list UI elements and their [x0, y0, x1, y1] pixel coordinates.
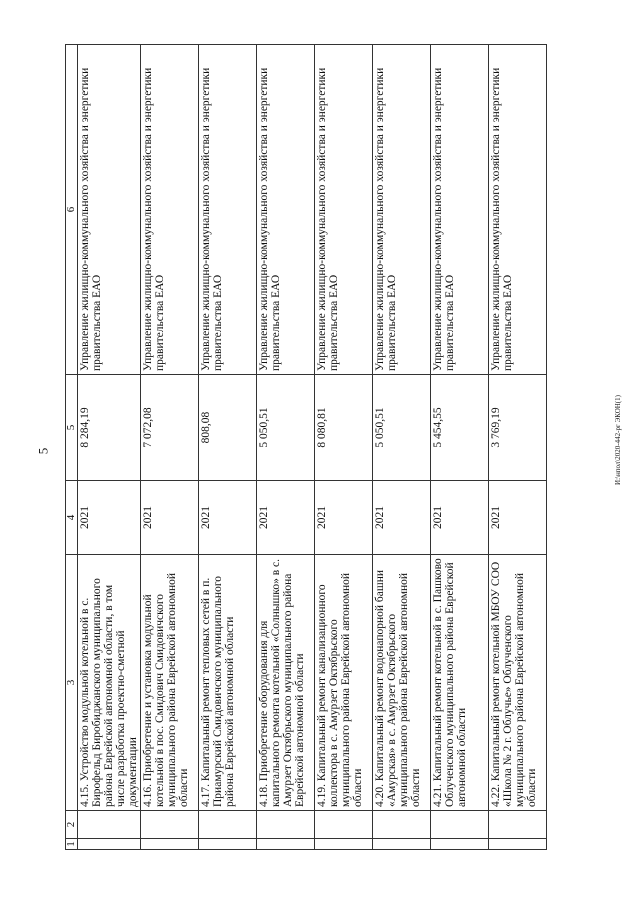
row-amount: 8 080,81 [315, 375, 373, 481]
row-year: 2021 [141, 481, 199, 555]
row-description: 4.20. Капитальный ремонт водонапорной башни «Амурская» в с. Амурзет Октябрьского муниципального района Еврейской автономной области [373, 555, 431, 811]
empty-cell [199, 811, 257, 839]
row-amount: 8 284,19 [78, 375, 141, 481]
table-row [141, 45, 199, 850]
table-row [315, 45, 373, 850]
empty-cell [373, 839, 431, 850]
row-amount: 808,08 [199, 375, 257, 481]
program-table [65, 44, 547, 850]
row-amount: 7 072,08 [141, 375, 199, 481]
row-responsible: Управление жилищно-коммунального хозяйства и энергетики правительства ЕАО [373, 45, 431, 375]
row-responsible: Управление жилищно-коммунального хозяйства и энергетики правительства ЕАО [78, 45, 141, 375]
empty-cell [315, 839, 373, 850]
row-amount: 5 050,51 [373, 375, 431, 481]
empty-cell [431, 839, 489, 850]
row-year: 2021 [373, 481, 431, 555]
empty-cell [199, 839, 257, 850]
row-responsible: Управление жилищно-коммунального хозяйства и энергетики правительства ЕАО [199, 45, 257, 375]
row-description: 4.17. Капитальный ремонт тепловых сетей в п. Приамурский Смидовичского муниципального района Еврейской автономной области [199, 555, 257, 811]
empty-cell [141, 811, 199, 839]
empty-cell [373, 811, 431, 839]
header-col-3: 3 [66, 555, 78, 811]
empty-cell [78, 811, 141, 839]
empty-cell [141, 839, 199, 850]
row-year: 2021 [489, 481, 547, 555]
row-responsible: Управление жилищно-коммунального хозяйства и энергетики правительства ЕАО [431, 45, 489, 375]
header-col-4: 4 [66, 481, 78, 555]
table-row [489, 45, 547, 850]
row-year: 2021 [257, 481, 315, 555]
row-year: 2021 [431, 481, 489, 555]
header-row [66, 45, 78, 850]
row-responsible: Управление жилищно-коммунального хозяйства и энергетики правительства ЕАО [489, 45, 547, 375]
row-description: 4.19. Капитальный ремонт канализационного коллектора в с. Амурзет Октябрьского муниципального района Еврейской автономной области [315, 555, 373, 811]
row-responsible: Управление жилищно-коммунального хозяйства и энергетики правительства ЕАО [257, 45, 315, 375]
empty-cell [431, 811, 489, 839]
page-number: 5 [35, 447, 51, 455]
table-row [431, 45, 489, 850]
table-row [257, 45, 315, 850]
header-col-1: 1 [66, 839, 78, 850]
empty-cell [489, 811, 547, 839]
row-description: 4.21. Капитальный ремонт котельной в с. Пашково Облученского муниципального района Еврейской автономной области [431, 555, 489, 811]
footer-file-path: И:\нпол\2020-442-рг ЭКОН(1) [614, 395, 622, 485]
empty-cell [315, 811, 373, 839]
row-responsible: Управление жилищно-коммунального хозяйства и энергетики правительства ЕАО [141, 45, 199, 375]
empty-cell [257, 811, 315, 839]
table-row [78, 45, 141, 850]
row-description: 4.22. Капитальный ремонт котельной МБОУ СОО «Школа № 2 г. Облучье» Облученского муниципального района Еврейской автономной области [489, 555, 547, 811]
table-row [199, 45, 257, 850]
row-description: 4.16. Приобретение и установка модульной котельной в пос. Смидович Смидовичского муниципального района Еврейской автономной области [141, 555, 199, 811]
table-row [373, 45, 431, 850]
row-amount: 5 454,55 [431, 375, 489, 481]
empty-cell [489, 839, 547, 850]
header-col-2: 2 [66, 811, 78, 839]
empty-cell [257, 839, 315, 850]
header-col-6: 6 [66, 45, 78, 375]
row-description: 4.15. Устройство модульной котельной в с. Бирофельд Биробиджанского муниципального района Еврейской автономной области, в том числе разработка проектно-сметной документации [78, 555, 141, 811]
row-year: 2021 [78, 481, 141, 555]
row-amount: 5 050,51 [257, 375, 315, 481]
row-responsible: Управление жилищно-коммунального хозяйства и энергетики правительства ЕАО [315, 45, 373, 375]
header-col-5: 5 [66, 375, 78, 481]
row-year: 2021 [199, 481, 257, 555]
row-year: 2021 [315, 481, 373, 555]
row-amount: 3 769,19 [489, 375, 547, 481]
row-description: 4.18. Приобретение оборудования для капитального ремонта котельной «Солнышко» в с. Амурзет Октябрьского муниципального района Еврейской автономной области [257, 555, 315, 811]
rotated-table-wrapper [65, 45, 585, 850]
empty-cell [78, 839, 141, 850]
